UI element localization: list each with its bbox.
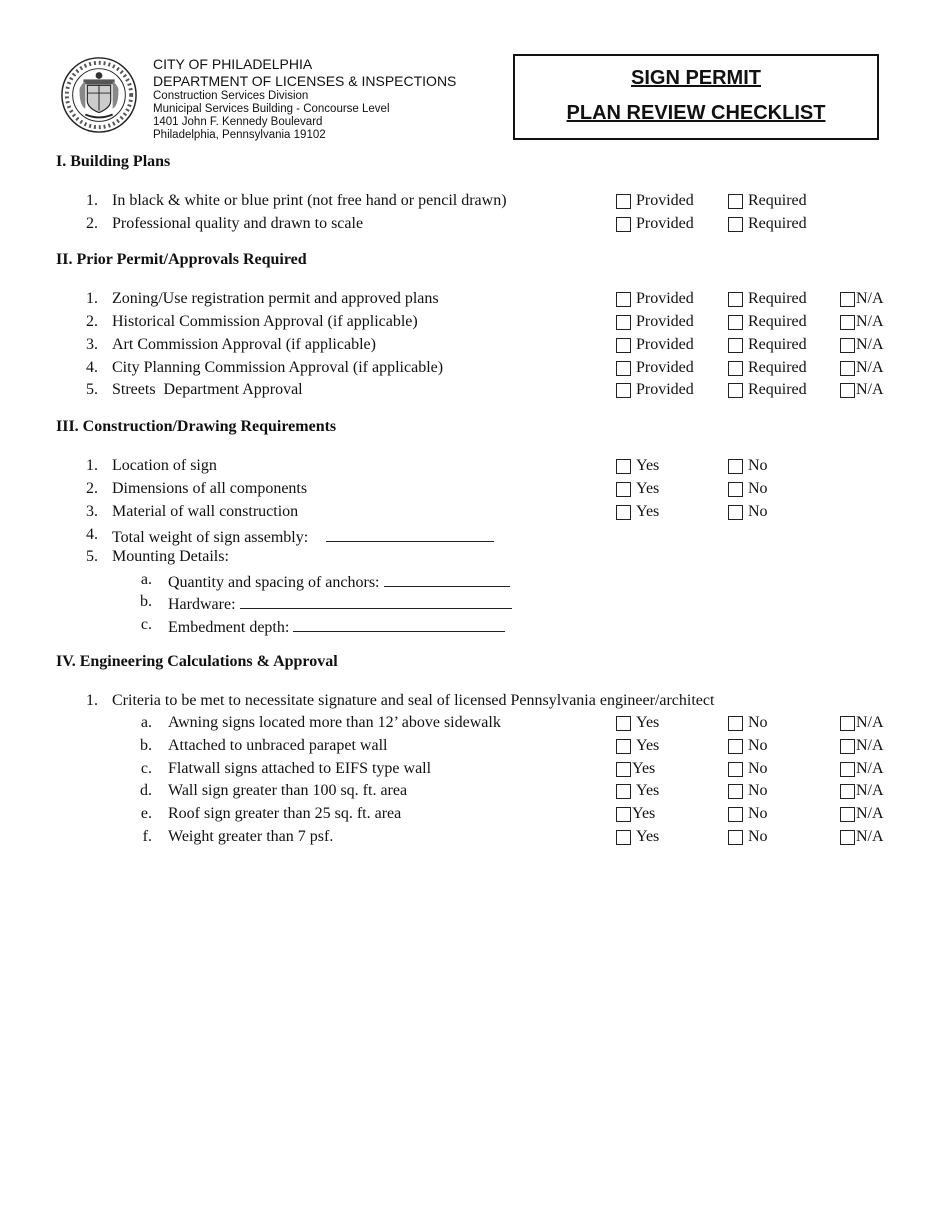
item-number: 2. <box>86 215 98 232</box>
checkbox-box[interactable] <box>616 482 631 497</box>
checklist-subrow <box>0 781 950 803</box>
checkbox-label: Required <box>748 215 807 232</box>
item-letter: f. <box>142 828 152 845</box>
item-text: Embedment depth: <box>168 619 290 636</box>
checkbox-box[interactable] <box>728 830 743 845</box>
checklist-row <box>0 289 950 311</box>
checkbox-box[interactable] <box>616 739 631 754</box>
no-checkbox[interactable] <box>728 713 768 733</box>
checkbox-label: Required <box>748 381 807 398</box>
provided-checkbox[interactable] <box>616 380 694 400</box>
yes-checkbox[interactable] <box>616 736 659 756</box>
item-number: 3. <box>86 336 98 353</box>
required-checkbox[interactable] <box>728 380 807 400</box>
no-checkbox[interactable] <box>728 781 768 801</box>
checkbox-box[interactable] <box>840 338 855 353</box>
checkbox-label: N/A <box>856 313 884 330</box>
item-text: Attached to unbraced parapet wall <box>168 737 388 754</box>
checklist-row <box>0 525 950 547</box>
checkbox-box[interactable] <box>840 830 855 845</box>
checklist-subrow <box>0 804 950 826</box>
item-text: Material of wall construction <box>112 503 299 520</box>
checkbox-box[interactable] <box>728 505 743 520</box>
required-checkbox[interactable] <box>728 191 807 211</box>
yes-checkbox[interactable] <box>616 827 659 847</box>
item-text: Roof sign greater than 25 sq. ft. area <box>168 805 402 822</box>
item-text: Historical Commission Approval (if applicable) <box>112 313 418 330</box>
na-checkbox[interactable] <box>840 781 884 801</box>
item-letter: a. <box>140 571 152 588</box>
na-checkbox[interactable] <box>840 759 884 779</box>
city-seal-logo <box>60 56 138 134</box>
checklist-row <box>0 380 950 402</box>
checkbox-box[interactable] <box>840 383 855 398</box>
section-heading-construction: III. Construction/Drawing Requirements <box>56 418 337 435</box>
yes-checkbox[interactable] <box>616 456 659 476</box>
checklist-row <box>0 502 950 524</box>
item-number: 1. <box>86 457 98 474</box>
provided-checkbox[interactable] <box>616 335 694 355</box>
checkbox-box[interactable] <box>728 361 743 376</box>
checkbox-box[interactable] <box>728 482 743 497</box>
provided-checkbox[interactable] <box>616 214 694 234</box>
na-checkbox[interactable] <box>840 827 884 847</box>
yes-checkbox[interactable] <box>616 713 659 733</box>
item-text: Awning signs located more than 12’ above sidewalk <box>168 714 501 731</box>
checklist-row <box>0 547 950 569</box>
item-number: 5. <box>86 381 98 398</box>
item-text-with-blank <box>168 570 510 593</box>
no-checkbox[interactable] <box>728 804 768 824</box>
yes-checkbox[interactable] <box>616 502 659 522</box>
header-city: CITY OF PHILADELPHIA <box>153 56 313 72</box>
item-text: Mounting Details: <box>112 548 229 565</box>
no-checkbox[interactable] <box>728 456 768 476</box>
item-letter: a. <box>140 714 152 731</box>
checkbox-box[interactable] <box>616 315 631 330</box>
item-text: Professional quality and drawn to scale <box>112 215 364 232</box>
item-text: Dimensions of all components <box>112 480 308 497</box>
checkbox-label: Provided <box>636 192 694 209</box>
checklist-subrow <box>0 759 950 781</box>
no-checkbox[interactable] <box>728 479 768 499</box>
required-checkbox[interactable] <box>728 289 807 309</box>
checkbox-label: Yes <box>636 457 660 474</box>
na-checkbox[interactable] <box>840 358 884 378</box>
checkbox-label: Yes <box>636 782 660 799</box>
no-checkbox[interactable] <box>728 759 768 779</box>
checkbox-label: N/A <box>856 336 884 353</box>
checkbox-box[interactable] <box>728 784 743 799</box>
checkbox-box[interactable] <box>616 459 631 474</box>
item-text: City Planning Commission Approval (if applicable) <box>112 359 444 376</box>
checkbox-label: Required <box>748 336 807 353</box>
item-text: Location of sign <box>112 457 217 474</box>
checkbox-box[interactable] <box>616 830 631 845</box>
item-text-with-blank <box>168 592 512 615</box>
checkbox-label: No <box>748 480 768 497</box>
checkbox-label: Yes <box>636 714 660 731</box>
checklist-subrow <box>0 592 950 614</box>
checkbox-label: N/A <box>856 737 884 754</box>
checklist-subrow <box>0 736 950 758</box>
checkbox-box[interactable] <box>728 315 743 330</box>
checkbox-box[interactable] <box>840 784 855 799</box>
checklist-subrow <box>0 713 950 735</box>
checkbox-label: N/A <box>856 359 884 376</box>
checkbox-label: Yes <box>632 760 656 777</box>
item-number: 2. <box>86 480 98 497</box>
header-building: Municipal Services Building - Concourse Level <box>153 103 390 115</box>
checkbox-label: Required <box>748 313 807 330</box>
na-checkbox[interactable] <box>840 289 884 309</box>
checkbox-label: Provided <box>636 215 694 232</box>
na-checkbox[interactable] <box>840 312 884 332</box>
item-text: Criteria to be met to necessitate signature and seal of licensed Pennsylvania engineer/architect <box>112 692 715 709</box>
anchor-quantity-input[interactable] <box>384 570 510 587</box>
checklist-row <box>0 191 950 213</box>
checkbox-box[interactable] <box>616 716 631 731</box>
checkbox-box[interactable] <box>616 361 631 376</box>
checkbox-box[interactable] <box>728 217 743 232</box>
provided-checkbox[interactable] <box>616 358 694 378</box>
checklist-row <box>0 312 950 334</box>
checkbox-box[interactable] <box>840 807 855 822</box>
item-text: Total weight of sign assembly: <box>112 529 309 546</box>
item-number: 2. <box>86 313 98 330</box>
checkbox-label: No <box>748 828 768 845</box>
checklist-subrow <box>0 827 950 849</box>
item-number: 4. <box>86 526 98 543</box>
checkbox-label: Yes <box>632 805 656 822</box>
yes-checkbox[interactable] <box>616 759 655 779</box>
checkbox-label: Provided <box>636 290 694 307</box>
item-text: In black & white or blue print (not free hand or pencil drawn) <box>112 192 507 209</box>
checkbox-label: No <box>748 457 768 474</box>
checkbox-box[interactable] <box>616 807 631 822</box>
checklist-subrow <box>0 615 950 637</box>
hardware-input[interactable] <box>240 592 512 609</box>
checklist-row <box>0 691 950 713</box>
item-text: Art Commission Approval (if applicable) <box>112 336 376 353</box>
section-heading-building-plans: I. Building Plans <box>56 153 171 170</box>
checkbox-label: No <box>748 782 768 799</box>
section-heading-prior-permits: II. Prior Permit/Approvals Required <box>56 251 307 268</box>
checkbox-box[interactable] <box>728 459 743 474</box>
na-checkbox[interactable] <box>840 736 884 756</box>
checkbox-box[interactable] <box>616 762 631 777</box>
total-weight-input[interactable] <box>326 525 494 542</box>
checkbox-label: Yes <box>636 828 660 845</box>
checkbox-box[interactable] <box>616 217 631 232</box>
required-checkbox[interactable] <box>728 214 807 234</box>
required-checkbox[interactable] <box>728 312 807 332</box>
title-sign-permit: SIGN PERMIT <box>630 67 761 89</box>
checkbox-label: Yes <box>636 503 660 520</box>
checkbox-box[interactable] <box>728 716 743 731</box>
checkbox-box[interactable] <box>616 338 631 353</box>
yes-checkbox[interactable] <box>616 479 659 499</box>
checkbox-label: Provided <box>636 359 694 376</box>
item-text: Zoning/Use registration permit and approved plans <box>112 290 439 307</box>
checkbox-box[interactable] <box>728 194 743 209</box>
header-division: Construction Services Division <box>153 90 309 102</box>
item-number: 5. <box>86 548 98 565</box>
provided-checkbox[interactable] <box>616 289 694 309</box>
required-checkbox[interactable] <box>728 335 807 355</box>
checkbox-label: No <box>748 805 768 822</box>
checkbox-box[interactable] <box>728 739 743 754</box>
checkbox-label: N/A <box>856 290 884 307</box>
item-text: Weight greater than 7 psf. <box>168 828 334 845</box>
item-number: 1. <box>86 290 98 307</box>
item-text-with-blank <box>168 615 505 638</box>
checkbox-label: Required <box>748 192 807 209</box>
checkbox-label: Yes <box>636 480 660 497</box>
checkbox-label: No <box>748 737 768 754</box>
no-checkbox[interactable] <box>728 736 768 756</box>
checkbox-label: Required <box>748 359 807 376</box>
title-box <box>513 54 879 140</box>
provided-checkbox[interactable] <box>616 312 694 332</box>
checkbox-box[interactable] <box>616 292 631 307</box>
checkbox-label: N/A <box>856 714 884 731</box>
header-city-state: Philadelphia, Pennsylvania 19102 <box>153 129 326 141</box>
checkbox-label: Yes <box>636 737 660 754</box>
required-checkbox[interactable] <box>728 358 807 378</box>
header-street: 1401 John F. Kennedy Boulevard <box>153 116 323 128</box>
checkbox-label: N/A <box>856 760 884 777</box>
checkbox-label: N/A <box>856 828 884 845</box>
item-letter: c. <box>140 616 152 633</box>
checkbox-box[interactable] <box>840 315 855 330</box>
checkbox-box[interactable] <box>616 784 631 799</box>
checkbox-label: N/A <box>856 381 884 398</box>
checkbox-label: No <box>748 714 768 731</box>
item-text: Hardware: <box>168 596 236 613</box>
checklist-row <box>0 335 950 357</box>
checkbox-box[interactable] <box>728 807 743 822</box>
provided-checkbox[interactable] <box>616 191 694 211</box>
yes-checkbox[interactable] <box>616 804 655 824</box>
title-plan-review-checklist: PLAN REVIEW CHECKLIST <box>566 102 826 124</box>
checkbox-box[interactable] <box>616 383 631 398</box>
embedment-depth-input[interactable] <box>293 615 505 632</box>
checkbox-box[interactable] <box>840 292 855 307</box>
checklist-row <box>0 214 950 236</box>
checkbox-label: Provided <box>636 381 694 398</box>
checklist-row <box>0 456 950 478</box>
checkbox-label: No <box>748 760 768 777</box>
item-number: 3. <box>86 503 98 520</box>
item-text: Wall sign greater than 100 sq. ft. area <box>168 782 408 799</box>
item-number: 1. <box>86 692 98 709</box>
no-checkbox[interactable] <box>728 502 768 522</box>
no-checkbox[interactable] <box>728 827 768 847</box>
checkbox-box[interactable] <box>616 505 631 520</box>
checklist-row <box>0 358 950 380</box>
na-checkbox[interactable] <box>840 804 884 824</box>
checkbox-box[interactable] <box>840 361 855 376</box>
item-number: 1. <box>86 192 98 209</box>
yes-checkbox[interactable] <box>616 781 659 801</box>
checkbox-box[interactable] <box>840 716 855 731</box>
item-text: Quantity and spacing of anchors: <box>168 574 380 591</box>
item-letter: e. <box>140 805 152 822</box>
checkbox-label: Provided <box>636 336 694 353</box>
checkbox-label: N/A <box>856 805 884 822</box>
checkbox-box[interactable] <box>840 762 855 777</box>
checkbox-box[interactable] <box>840 739 855 754</box>
item-text: Flatwall signs attached to EIFS type wall <box>168 760 432 777</box>
item-text: Streets Department Approval <box>112 381 303 398</box>
checkbox-box[interactable] <box>728 383 743 398</box>
checkbox-box[interactable] <box>728 762 743 777</box>
checkbox-label: Required <box>748 290 807 307</box>
checkbox-box[interactable] <box>616 194 631 209</box>
na-checkbox[interactable] <box>840 380 884 400</box>
item-letter: b. <box>140 593 152 610</box>
item-letter: d. <box>140 782 152 799</box>
item-number: 4. <box>86 359 98 376</box>
checkbox-box[interactable] <box>728 292 743 307</box>
checkbox-box[interactable] <box>728 338 743 353</box>
item-text-with-blank <box>112 525 494 548</box>
na-checkbox[interactable] <box>840 713 884 733</box>
checklist-row <box>0 479 950 501</box>
checkbox-label: Provided <box>636 313 694 330</box>
checklist-subrow <box>0 570 950 592</box>
header-department: DEPARTMENT OF LICENSES & INSPECTIONS <box>153 73 457 89</box>
checkbox-label: No <box>748 503 768 520</box>
item-letter: b. <box>140 737 152 754</box>
section-heading-engineering: IV. Engineering Calculations & Approval <box>56 653 338 670</box>
checkbox-label: N/A <box>856 782 884 799</box>
item-letter: c. <box>140 760 152 777</box>
na-checkbox[interactable] <box>840 335 884 355</box>
